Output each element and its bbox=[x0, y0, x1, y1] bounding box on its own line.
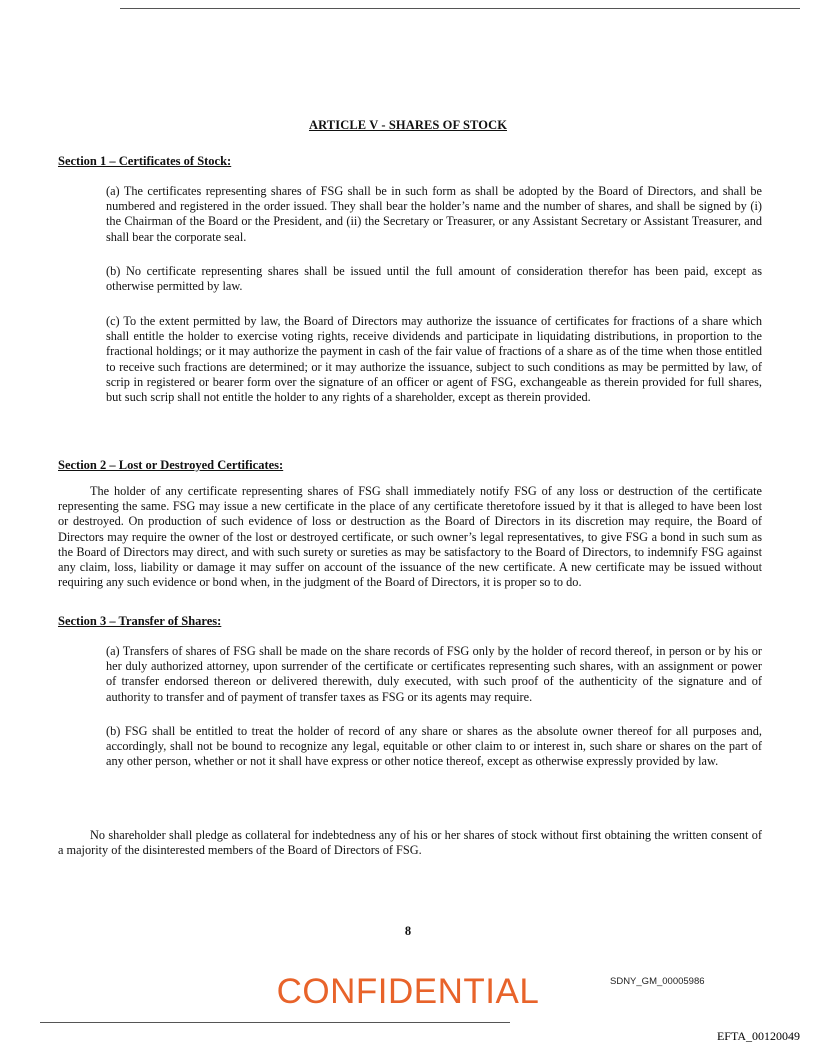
section-3-paragraph-a: (a) Transfers of shares of FSG shall be made on the share records of FSG only by the holder of record thereof, in person or by his or her duly authorized attorney, upon surrender of the certificate or certificates representing such shares, with an assignment or power of transfer endorsed thereon or delivered therewith, duly executed, with such proof of the authenticity of the signature and of authority to transfer and of payment of transfer taxes as FSG or its agents may require. bbox=[106, 644, 762, 704]
document-id: SDNY_GM_00005986 bbox=[610, 976, 705, 987]
top-rule bbox=[120, 8, 800, 9]
section-1-paragraph-a: (a) The certificates representing shares of FSG shall be in such form as shall be adopted by the Board of Directors, and shall be numbered and registered in the order issued. They shall bear the holder’s name and the number of shares, and shall be signed by (i) the Chairman of the Board or the President, and (ii) the Secretary or Treasurer, or any Assistant Secretary or Assistant Treasurer, and shall bear the corporate seal. bbox=[106, 184, 762, 244]
closing-paragraph: No shareholder shall pledge as collateral for indebtedness any of his or her shares of stock without first obtaining the written consent of a majority of the disinterested members of the Board of Directors of FSG. bbox=[58, 828, 762, 858]
bottom-rule bbox=[40, 1022, 510, 1023]
efta-id: EFTA_00120049 bbox=[716, 1029, 800, 1043]
section-1-paragraph-b: (b) No certificate representing shares shall be issued until the full amount of consideration therefor has been paid, except as otherwise permitted by law. bbox=[106, 264, 762, 294]
section-1-paragraph-c: (c) To the extent permitted by law, the Board of Directors may authorize the issuance of certificates for fractions of a share which shall entitle the holder to exercise voting rights, receive dividends and participate in liquidating distributions, in proportion to the fractional holdings; or it may authorize the payment in cash of the fair value of fractions of a share as of the time when those entitled to receive such fractions are determined; or it may authorize the issuance, subject to such conditions as may be permitted by law, of scrip in registered or bearer form over the signature of an officer or agent of FSG, exchangeable as therein provided for full shares, but such scrip shall not entitle the holder to any rights of a shareholder, except as therein provided. bbox=[106, 314, 762, 405]
section-2-paragraph: The holder of any certificate representing shares of FSG shall immediately notify FSG of any loss or destruction of the certificate representing the same. FSG may issue a new certificate in the place of any certificate theretofore issued by it that is alleged to have been lost or destroyed. On production of such evidence of loss or destruction as the Board of Directors in its discretion may require, the Board of Directors may require the owner of the lost or destroyed certificate, or such owner’s legal representatives, to give FSG a bond in such sum as the Board of Directors may direct, and with such surety or sureties as may be satisfactory to the Board of Directors, to indemnify FSG against any claim, loss, liability or damage it may suffer on account of the issuance of the new certificate. A new certificate may be issued without requiring any such evidence or bond when, in the judgment of the Board of Directors, it is proper so to do. bbox=[58, 484, 762, 590]
section-3-paragraph-b: (b) FSG shall be entitled to treat the holder of record of any share or shares as the absolute owner thereof for all purposes and, accordingly, shall not be bound to recognize any legal, equitable or other claim to or interest in, such share or shares on the part of any other person, whether or not it shall have express or other notice thereof, except as otherwise expressly provided by law. bbox=[106, 724, 762, 769]
page-number: 8 bbox=[404, 924, 412, 938]
section-2-heading: Section 2 – Lost or Destroyed Certificates: bbox=[58, 458, 284, 472]
section-1-heading: Section 1 – Certificates of Stock: bbox=[58, 154, 232, 168]
confidential-stamp: CONFIDENTIAL bbox=[276, 972, 540, 1011]
article-title: ARTICLE V - SHARES OF STOCK bbox=[308, 118, 508, 132]
section-3-heading: Section 3 – Transfer of Shares: bbox=[58, 614, 222, 628]
